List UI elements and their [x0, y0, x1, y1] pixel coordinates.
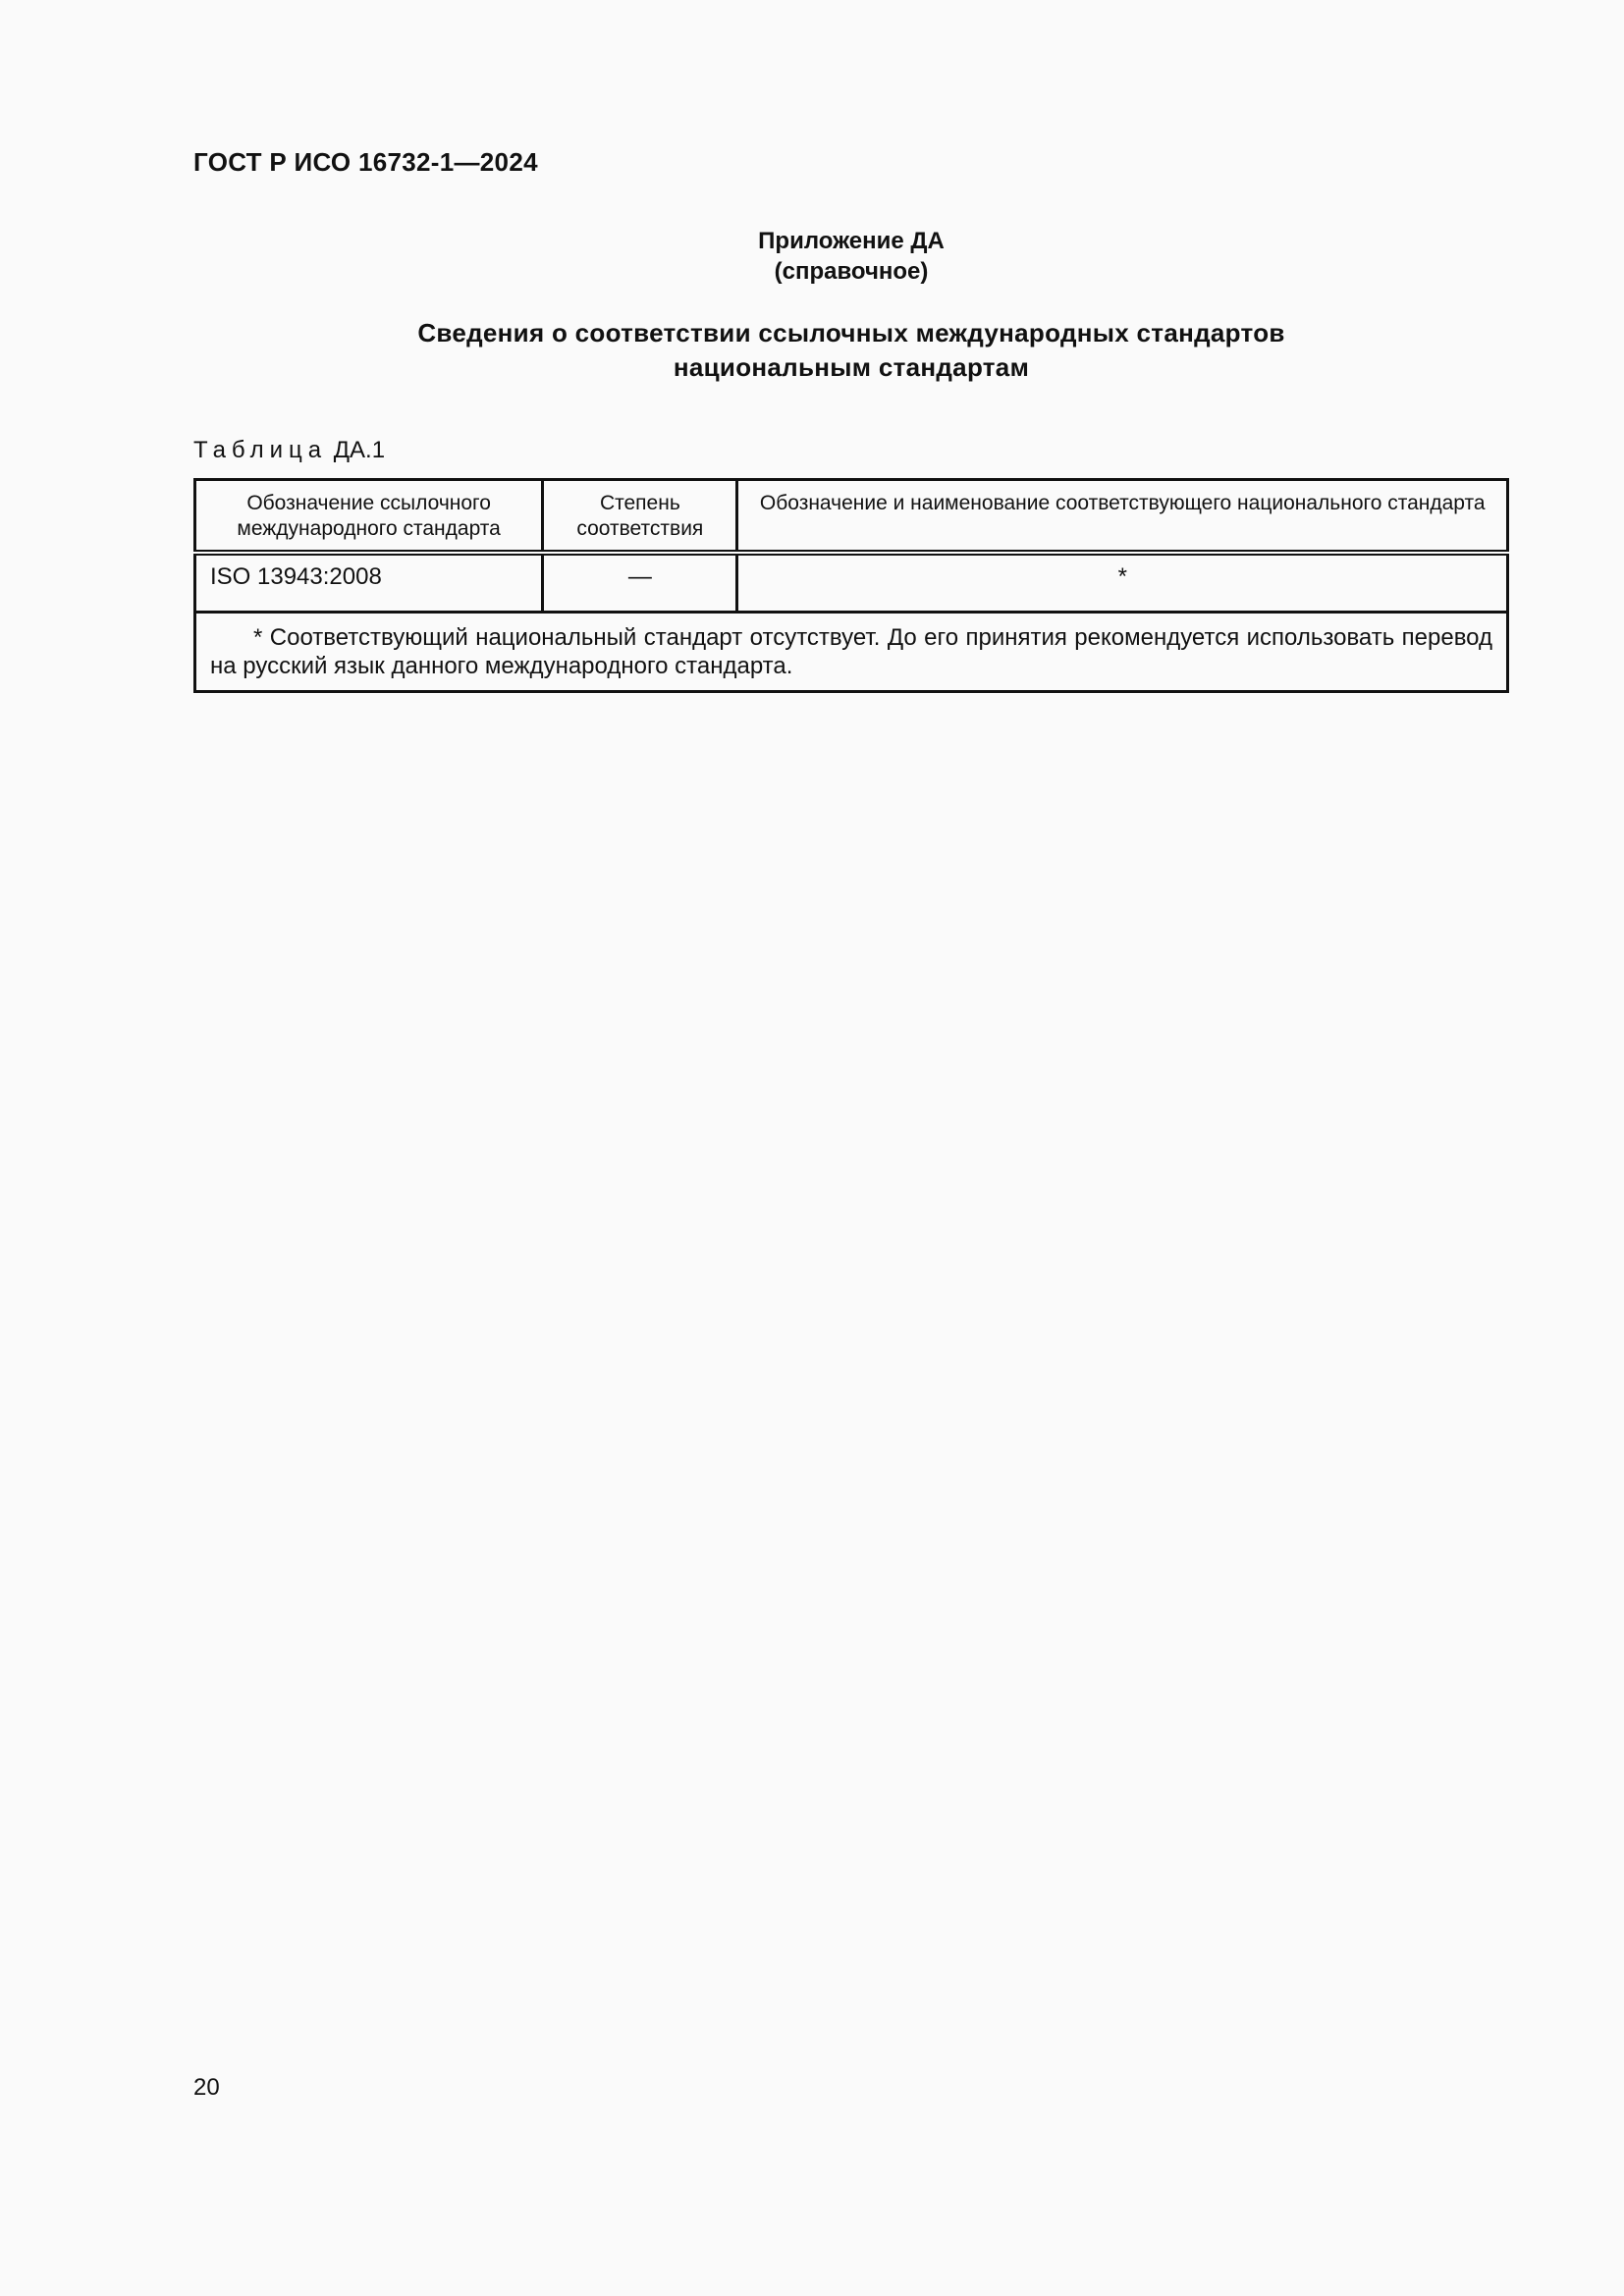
column-header-degree: Степень соответствия: [543, 480, 737, 554]
column-header-reference: Обозначение ссылочного международного стандарта: [195, 480, 543, 554]
table-header-row: [195, 480, 1508, 554]
page-number: 20: [193, 2074, 220, 2101]
column-header-national: Обозначение и наименование соответствующего национального стандарта: [737, 480, 1508, 554]
correspondence-table: [193, 478, 1509, 693]
table-footnote-row: [195, 613, 1508, 692]
table-caption-word: Таблица: [193, 437, 328, 463]
section-title-line2: национальным стандартам: [673, 352, 1030, 382]
table-footnote-cell: [195, 613, 1508, 692]
cell-degree: —: [543, 553, 737, 613]
table-body: [195, 553, 1508, 692]
appendix-heading: [193, 226, 1509, 287]
appendix-kind: (справочное): [774, 258, 929, 285]
table-caption-id: ДА.1: [333, 437, 386, 463]
cell-national: *: [737, 553, 1508, 613]
appendix-title: Приложение ДА: [758, 228, 945, 254]
table-header: [195, 480, 1508, 554]
table-caption: [193, 437, 385, 464]
table-footnote: * Соответствующий национальный стандарт отсутствует. До его принятия рекомендуется использовать перевод на русский язык данного международного стандарта.: [210, 624, 1492, 679]
cell-reference: ISO 13943:2008: [195, 553, 543, 613]
correspondence-table-container: [193, 478, 1509, 693]
document-header: ГОСТ Р ИСО 16732-1—2024: [193, 147, 538, 177]
section-title: [193, 316, 1509, 385]
table-row: [195, 553, 1508, 613]
section-title-line1: Сведения о соответствии ссылочных международных стандартов: [417, 318, 1285, 347]
